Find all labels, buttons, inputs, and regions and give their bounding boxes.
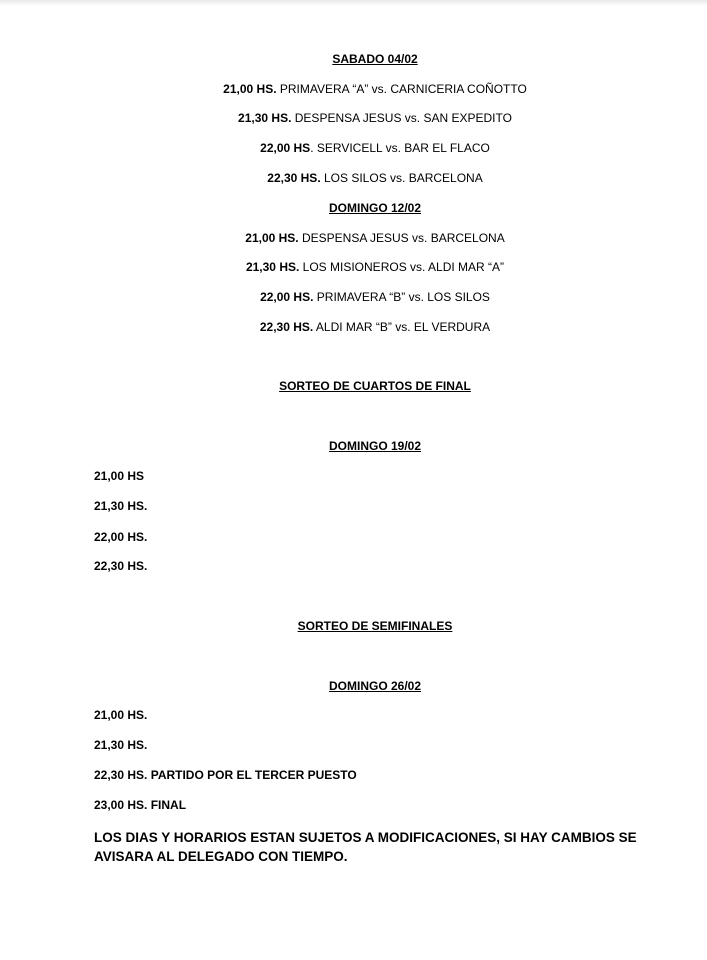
match-teams: . SERVICELL vs. BAR EL FLACO [310,141,490,155]
day-heading-domingo-12: DOMINGO 12/02 [328,201,422,215]
match-time: 22,30 HS. [259,320,314,334]
match-row [0,231,707,246]
match-teams: DESPENSA JESUS vs. BARCELONA [301,231,505,245]
match-row [0,171,707,186]
day-heading-sabado: SABADO 04/02 [332,52,418,66]
time-slot: 21,00 HS. [94,708,148,722]
day-heading-domingo-19: DOMINGO 19/02 [328,439,422,453]
time-slot: 21,30 HS. [94,738,148,752]
match-time: 22,00 HS [260,141,311,155]
match-time: 21,30 HS. [238,111,292,125]
semifinal-draw-heading: SORTEO DE SEMIFINALES [297,619,453,633]
match-time: 22,30 HS. [267,171,321,185]
match-teams: DESPENSA JESUS vs. SAN EXPEDITO [294,111,512,125]
match-row [0,260,707,275]
schedule-notice: LOS DIAS Y HORARIOS ESTAN SUJETOS A MODIFICACIONES, SI HAY CAMBIOS SE AVISARA AL DELEGADO CON TIEMPO. [94,830,637,864]
match-time: 21,00 HS. [245,231,299,245]
match-time: 22,00 HS. [260,290,314,304]
time-slot: 21,00 HS [94,469,145,483]
quarterfinal-draw-heading: SORTEO DE CUARTOS DE FINAL [279,379,471,393]
match-row [0,111,707,126]
match-teams: PRIMAVERA “A” vs. CARNICERIA COÑOTTO [279,82,527,96]
match-teams: LOS SILOS vs. BARCELONA [324,171,483,185]
match-teams: LOS MISIONEROS vs. ALDI MAR “A” [302,260,505,274]
match-teams: PRIMAVERA “B” vs. LOS SILOS [316,290,490,304]
time-slot: 21,30 HS. [94,499,148,513]
time-slot: 22,30 HS. [94,559,148,573]
match-time: 21,00 HS. [223,82,277,96]
match-row [0,141,707,156]
top-edge-shadow [0,0,707,6]
match-teams: ALDI MAR “B” vs. EL VERDURA [315,320,491,334]
match-time: 21,30 HS. [245,260,300,274]
time-slot-third-place: 22,30 HS. PARTIDO POR EL TERCER PUESTO [94,768,357,782]
time-slot: 22,00 HS. [94,530,148,544]
match-row [0,290,707,305]
match-row [0,82,707,97]
match-row [0,320,707,335]
day-heading-domingo-26: DOMINGO 26/02 [328,679,422,693]
time-slot-final: 23,00 HS. FINAL [94,798,187,812]
